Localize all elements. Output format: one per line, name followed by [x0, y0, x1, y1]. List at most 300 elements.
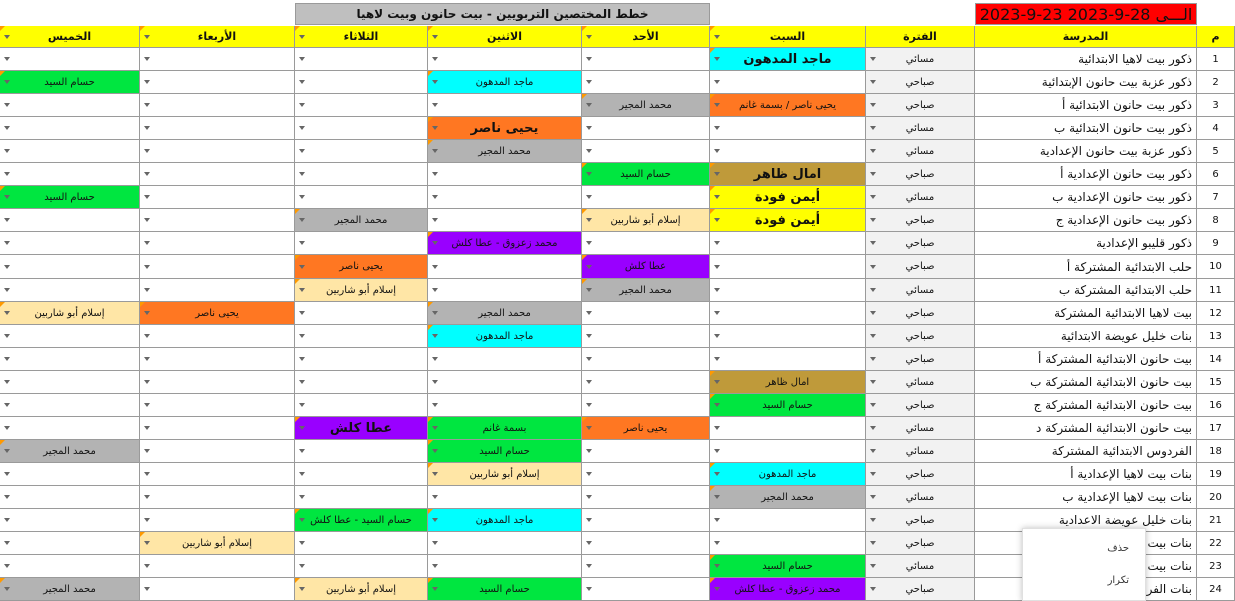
dropdown-arrow-icon[interactable] — [144, 587, 150, 591]
dropdown-arrow-icon[interactable] — [144, 57, 150, 61]
assignment-cell[interactable] — [140, 532, 295, 555]
assignment-cell[interactable] — [140, 417, 295, 440]
dropdown-arrow-icon[interactable] — [586, 449, 592, 453]
dropdown-arrow-icon[interactable] — [432, 357, 438, 361]
dropdown-arrow-icon[interactable] — [299, 288, 305, 292]
assignment-cell[interactable] — [0, 417, 140, 440]
assignment-cell[interactable] — [710, 509, 866, 532]
dropdown-arrow-icon[interactable] — [4, 564, 10, 568]
dropdown-arrow-icon[interactable] — [586, 149, 592, 153]
dropdown-arrow-icon[interactable] — [144, 541, 150, 545]
dropdown-arrow-icon[interactable] — [586, 57, 592, 61]
assignment-cell[interactable] — [295, 209, 428, 232]
period-cell[interactable] — [866, 255, 975, 279]
dropdown-arrow-icon[interactable] — [299, 80, 305, 84]
assignment-cell[interactable] — [582, 555, 710, 578]
assignment-cell[interactable] — [295, 117, 428, 140]
dropdown-arrow-icon[interactable] — [4, 218, 10, 222]
dropdown-arrow-icon[interactable] — [586, 35, 592, 39]
dropdown-arrow-icon[interactable] — [144, 195, 150, 199]
dropdown-arrow-icon[interactable] — [4, 288, 10, 292]
assignment-cell[interactable] — [428, 48, 582, 71]
dropdown-arrow-icon[interactable] — [870, 587, 876, 591]
dropdown-arrow-icon[interactable] — [299, 35, 305, 39]
dropdown-arrow-icon[interactable] — [432, 57, 438, 61]
assignment-cell[interactable] — [428, 371, 582, 394]
dropdown-arrow-icon[interactable] — [714, 403, 720, 407]
assignment-cell[interactable] — [710, 279, 866, 302]
assignment-cell[interactable] — [0, 578, 140, 601]
period-cell[interactable] — [866, 348, 975, 371]
assignment-cell[interactable] — [428, 348, 582, 371]
dropdown-arrow-icon[interactable] — [870, 172, 876, 176]
dropdown-arrow-icon[interactable] — [4, 57, 10, 61]
dropdown-arrow-icon[interactable] — [4, 195, 10, 199]
dropdown-arrow-icon[interactable] — [870, 449, 876, 453]
dropdown-arrow-icon[interactable] — [299, 103, 305, 107]
assignment-cell[interactable] — [582, 417, 710, 440]
dropdown-arrow-icon[interactable] — [4, 172, 10, 176]
dropdown-arrow-icon[interactable] — [714, 357, 720, 361]
assignment-cell[interactable] — [710, 209, 866, 232]
dropdown-arrow-icon[interactable] — [870, 265, 876, 269]
assignment-cell[interactable] — [295, 509, 428, 532]
assignment-cell[interactable] — [428, 255, 582, 279]
period-cell[interactable] — [866, 48, 975, 71]
dropdown-arrow-icon[interactable] — [714, 518, 720, 522]
dropdown-arrow-icon[interactable] — [432, 195, 438, 199]
period-cell[interactable] — [866, 555, 975, 578]
assignment-cell[interactable] — [582, 440, 710, 463]
dropdown-arrow-icon[interactable] — [586, 541, 592, 545]
assignment-cell[interactable] — [140, 117, 295, 140]
dropdown-arrow-icon[interactable] — [586, 218, 592, 222]
assignment-cell[interactable] — [582, 209, 710, 232]
assignment-cell[interactable] — [428, 71, 582, 94]
assignment-cell[interactable] — [582, 232, 710, 255]
assignment-cell[interactable] — [428, 94, 582, 117]
assignment-cell[interactable] — [295, 232, 428, 255]
assignment-cell[interactable] — [582, 255, 710, 279]
dropdown-arrow-icon[interactable] — [299, 357, 305, 361]
context-menu-duplicate[interactable]: تكرار — [1107, 575, 1129, 586]
assignment-cell[interactable] — [295, 371, 428, 394]
period-cell[interactable] — [866, 117, 975, 140]
assignment-cell[interactable] — [0, 440, 140, 463]
dropdown-arrow-icon[interactable] — [299, 518, 305, 522]
period-cell[interactable] — [866, 186, 975, 209]
dropdown-arrow-icon[interactable] — [870, 472, 876, 476]
dropdown-arrow-icon[interactable] — [432, 518, 438, 522]
assignment-cell[interactable] — [428, 394, 582, 417]
context-menu-delete[interactable]: حذف — [1107, 543, 1129, 554]
header-day[interactable] — [140, 26, 295, 48]
dropdown-arrow-icon[interactable] — [870, 149, 876, 153]
assignment-cell[interactable] — [428, 302, 582, 325]
assignment-cell[interactable] — [582, 279, 710, 302]
assignment-cell[interactable] — [140, 186, 295, 209]
dropdown-arrow-icon[interactable] — [4, 495, 10, 499]
dropdown-arrow-icon[interactable] — [432, 172, 438, 176]
assignment-cell[interactable] — [710, 417, 866, 440]
assignment-cell[interactable] — [0, 232, 140, 255]
assignment-cell[interactable] — [710, 186, 866, 209]
dropdown-arrow-icon[interactable] — [299, 426, 305, 430]
assignment-cell[interactable] — [582, 325, 710, 348]
dropdown-arrow-icon[interactable] — [870, 80, 876, 84]
assignment-cell[interactable] — [428, 232, 582, 255]
dropdown-arrow-icon[interactable] — [4, 587, 10, 591]
assignment-cell[interactable] — [710, 532, 866, 555]
assignment-cell[interactable] — [710, 463, 866, 486]
dropdown-arrow-icon[interactable] — [432, 103, 438, 107]
assignment-cell[interactable] — [295, 94, 428, 117]
dropdown-arrow-icon[interactable] — [586, 195, 592, 199]
assignment-cell[interactable] — [0, 555, 140, 578]
dropdown-arrow-icon[interactable] — [870, 218, 876, 222]
assignment-cell[interactable] — [710, 440, 866, 463]
dropdown-arrow-icon[interactable] — [144, 403, 150, 407]
dropdown-arrow-icon[interactable] — [714, 35, 720, 39]
dropdown-arrow-icon[interactable] — [4, 80, 10, 84]
dropdown-arrow-icon[interactable] — [144, 80, 150, 84]
assignment-cell[interactable] — [0, 209, 140, 232]
period-cell[interactable] — [866, 140, 975, 163]
dropdown-arrow-icon[interactable] — [144, 311, 150, 315]
dropdown-arrow-icon[interactable] — [432, 472, 438, 476]
dropdown-arrow-icon[interactable] — [432, 311, 438, 315]
dropdown-arrow-icon[interactable] — [432, 80, 438, 84]
dropdown-arrow-icon[interactable] — [432, 426, 438, 430]
assignment-cell[interactable] — [140, 209, 295, 232]
assignment-cell[interactable] — [428, 117, 582, 140]
assignment-cell[interactable] — [582, 302, 710, 325]
dropdown-arrow-icon[interactable] — [144, 265, 150, 269]
assignment-cell[interactable] — [295, 394, 428, 417]
dropdown-arrow-icon[interactable] — [144, 103, 150, 107]
assignment-cell[interactable] — [428, 555, 582, 578]
dropdown-arrow-icon[interactable] — [432, 149, 438, 153]
dropdown-arrow-icon[interactable] — [586, 564, 592, 568]
dropdown-arrow-icon[interactable] — [586, 288, 592, 292]
dropdown-arrow-icon[interactable] — [714, 57, 720, 61]
dropdown-arrow-icon[interactable] — [870, 57, 876, 61]
period-cell[interactable] — [866, 94, 975, 117]
period-cell[interactable] — [866, 163, 975, 186]
dropdown-arrow-icon[interactable] — [432, 265, 438, 269]
assignment-cell[interactable] — [582, 140, 710, 163]
header-day[interactable] — [582, 26, 710, 48]
dropdown-arrow-icon[interactable] — [586, 334, 592, 338]
dropdown-arrow-icon[interactable] — [299, 218, 305, 222]
assignment-cell[interactable] — [582, 94, 710, 117]
assignment-cell[interactable] — [295, 578, 428, 601]
dropdown-arrow-icon[interactable] — [144, 472, 150, 476]
dropdown-arrow-icon[interactable] — [144, 288, 150, 292]
dropdown-arrow-icon[interactable] — [432, 403, 438, 407]
dropdown-arrow-icon[interactable] — [144, 426, 150, 430]
period-cell[interactable] — [866, 440, 975, 463]
assignment-cell[interactable] — [582, 71, 710, 94]
assignment-cell[interactable] — [582, 463, 710, 486]
assignment-cell[interactable] — [295, 532, 428, 555]
dropdown-arrow-icon[interactable] — [870, 403, 876, 407]
dropdown-arrow-icon[interactable] — [586, 495, 592, 499]
assignment-cell[interactable] — [428, 163, 582, 186]
period-cell[interactable] — [866, 209, 975, 232]
dropdown-arrow-icon[interactable] — [299, 126, 305, 130]
assignment-cell[interactable] — [0, 279, 140, 302]
assignment-cell[interactable] — [140, 325, 295, 348]
dropdown-arrow-icon[interactable] — [870, 195, 876, 199]
assignment-cell[interactable] — [295, 48, 428, 71]
assignment-cell[interactable] — [0, 371, 140, 394]
dropdown-arrow-icon[interactable] — [586, 472, 592, 476]
dropdown-arrow-icon[interactable] — [4, 241, 10, 245]
assignment-cell[interactable] — [0, 325, 140, 348]
dropdown-arrow-icon[interactable] — [4, 449, 10, 453]
assignment-cell[interactable] — [295, 279, 428, 302]
period-cell[interactable] — [866, 532, 975, 555]
assignment-cell[interactable] — [295, 348, 428, 371]
assignment-cell[interactable] — [140, 463, 295, 486]
header-day[interactable] — [295, 26, 428, 48]
assignment-cell[interactable] — [428, 463, 582, 486]
assignment-cell[interactable] — [428, 440, 582, 463]
dropdown-arrow-icon[interactable] — [586, 172, 592, 176]
assignment-cell[interactable] — [0, 140, 140, 163]
dropdown-arrow-icon[interactable] — [870, 334, 876, 338]
assignment-cell[interactable] — [0, 302, 140, 325]
dropdown-arrow-icon[interactable] — [144, 241, 150, 245]
dropdown-arrow-icon[interactable] — [714, 265, 720, 269]
dropdown-arrow-icon[interactable] — [870, 518, 876, 522]
assignment-cell[interactable] — [295, 486, 428, 509]
assignment-cell[interactable] — [140, 48, 295, 71]
period-cell[interactable] — [866, 232, 975, 255]
assignment-cell[interactable] — [710, 486, 866, 509]
dropdown-arrow-icon[interactable] — [870, 357, 876, 361]
dropdown-arrow-icon[interactable] — [714, 311, 720, 315]
assignment-cell[interactable] — [0, 163, 140, 186]
dropdown-arrow-icon[interactable] — [299, 149, 305, 153]
dropdown-arrow-icon[interactable] — [432, 218, 438, 222]
dropdown-arrow-icon[interactable] — [299, 472, 305, 476]
assignment-cell[interactable] — [295, 325, 428, 348]
assignment-cell[interactable] — [0, 486, 140, 509]
dropdown-arrow-icon[interactable] — [870, 103, 876, 107]
dropdown-arrow-icon[interactable] — [714, 218, 720, 222]
assignment-cell[interactable] — [582, 117, 710, 140]
assignment-cell[interactable] — [295, 463, 428, 486]
dropdown-arrow-icon[interactable] — [870, 426, 876, 430]
period-cell[interactable] — [866, 302, 975, 325]
dropdown-arrow-icon[interactable] — [299, 403, 305, 407]
assignment-cell[interactable] — [428, 509, 582, 532]
dropdown-arrow-icon[interactable] — [870, 241, 876, 245]
assignment-cell[interactable] — [0, 71, 140, 94]
assignment-cell[interactable] — [428, 209, 582, 232]
dropdown-arrow-icon[interactable] — [144, 126, 150, 130]
dropdown-arrow-icon[interactable] — [870, 288, 876, 292]
period-cell[interactable] — [866, 71, 975, 94]
assignment-cell[interactable] — [710, 232, 866, 255]
assignment-cell[interactable] — [710, 255, 866, 279]
dropdown-arrow-icon[interactable] — [714, 195, 720, 199]
assignment-cell[interactable] — [140, 578, 295, 601]
dropdown-arrow-icon[interactable] — [432, 126, 438, 130]
header-day[interactable] — [0, 26, 140, 48]
dropdown-arrow-icon[interactable] — [714, 103, 720, 107]
dropdown-arrow-icon[interactable] — [299, 449, 305, 453]
assignment-cell[interactable] — [0, 348, 140, 371]
assignment-cell[interactable] — [582, 394, 710, 417]
dropdown-arrow-icon[interactable] — [714, 380, 720, 384]
dropdown-arrow-icon[interactable] — [299, 195, 305, 199]
assignment-cell[interactable] — [0, 48, 140, 71]
dropdown-arrow-icon[interactable] — [714, 495, 720, 499]
dropdown-arrow-icon[interactable] — [4, 472, 10, 476]
dropdown-arrow-icon[interactable] — [714, 426, 720, 430]
dropdown-arrow-icon[interactable] — [714, 541, 720, 545]
dropdown-arrow-icon[interactable] — [4, 334, 10, 338]
dropdown-arrow-icon[interactable] — [144, 218, 150, 222]
assignment-cell[interactable] — [0, 186, 140, 209]
dropdown-arrow-icon[interactable] — [586, 311, 592, 315]
assignment-cell[interactable] — [582, 371, 710, 394]
dropdown-arrow-icon[interactable] — [4, 426, 10, 430]
dropdown-arrow-icon[interactable] — [4, 403, 10, 407]
dropdown-arrow-icon[interactable] — [4, 518, 10, 522]
dropdown-arrow-icon[interactable] — [4, 311, 10, 315]
assignment-cell[interactable] — [582, 578, 710, 601]
dropdown-arrow-icon[interactable] — [144, 334, 150, 338]
dropdown-arrow-icon[interactable] — [586, 265, 592, 269]
dropdown-arrow-icon[interactable] — [432, 334, 438, 338]
dropdown-arrow-icon[interactable] — [586, 518, 592, 522]
assignment-cell[interactable] — [710, 163, 866, 186]
dropdown-arrow-icon[interactable] — [299, 564, 305, 568]
assignment-cell[interactable] — [140, 163, 295, 186]
assignment-cell[interactable] — [428, 578, 582, 601]
dropdown-arrow-icon[interactable] — [432, 288, 438, 292]
assignment-cell[interactable] — [0, 532, 140, 555]
assignment-cell[interactable] — [428, 417, 582, 440]
period-cell[interactable] — [866, 279, 975, 302]
dropdown-arrow-icon[interactable] — [870, 380, 876, 384]
period-cell[interactable] — [866, 578, 975, 601]
assignment-cell[interactable] — [0, 394, 140, 417]
dropdown-arrow-icon[interactable] — [144, 149, 150, 153]
dropdown-arrow-icon[interactable] — [299, 241, 305, 245]
assignment-cell[interactable] — [140, 232, 295, 255]
dropdown-arrow-icon[interactable] — [870, 564, 876, 568]
dropdown-arrow-icon[interactable] — [870, 311, 876, 315]
dropdown-arrow-icon[interactable] — [299, 265, 305, 269]
dropdown-arrow-icon[interactable] — [714, 172, 720, 176]
dropdown-arrow-icon[interactable] — [4, 149, 10, 153]
dropdown-arrow-icon[interactable] — [299, 311, 305, 315]
assignment-cell[interactable] — [140, 71, 295, 94]
dropdown-arrow-icon[interactable] — [714, 449, 720, 453]
dropdown-arrow-icon[interactable] — [4, 35, 10, 39]
assignment-cell[interactable] — [140, 394, 295, 417]
assignment-cell[interactable] — [0, 94, 140, 117]
assignment-cell[interactable] — [140, 371, 295, 394]
dropdown-arrow-icon[interactable] — [144, 495, 150, 499]
assignment-cell[interactable] — [710, 325, 866, 348]
assignment-cell[interactable] — [582, 509, 710, 532]
dropdown-arrow-icon[interactable] — [714, 334, 720, 338]
dropdown-arrow-icon[interactable] — [714, 472, 720, 476]
assignment-cell[interactable] — [710, 394, 866, 417]
dropdown-arrow-icon[interactable] — [586, 80, 592, 84]
assignment-cell[interactable] — [140, 486, 295, 509]
dropdown-arrow-icon[interactable] — [432, 35, 438, 39]
assignment-cell[interactable] — [428, 532, 582, 555]
assignment-cell[interactable] — [582, 48, 710, 71]
period-cell[interactable] — [866, 509, 975, 532]
dropdown-arrow-icon[interactable] — [714, 587, 720, 591]
assignment-cell[interactable] — [140, 255, 295, 279]
assignment-cell[interactable] — [0, 117, 140, 140]
dropdown-arrow-icon[interactable] — [299, 587, 305, 591]
period-cell[interactable] — [866, 325, 975, 348]
assignment-cell[interactable] — [582, 532, 710, 555]
dropdown-arrow-icon[interactable] — [4, 541, 10, 545]
assignment-cell[interactable] — [0, 509, 140, 532]
dropdown-arrow-icon[interactable] — [432, 380, 438, 384]
period-cell[interactable] — [866, 463, 975, 486]
assignment-cell[interactable] — [710, 371, 866, 394]
dropdown-arrow-icon[interactable] — [144, 357, 150, 361]
header-day[interactable] — [428, 26, 582, 48]
dropdown-arrow-icon[interactable] — [4, 103, 10, 107]
dropdown-arrow-icon[interactable] — [870, 495, 876, 499]
dropdown-arrow-icon[interactable] — [4, 357, 10, 361]
dropdown-arrow-icon[interactable] — [586, 241, 592, 245]
assignment-cell[interactable] — [295, 302, 428, 325]
assignment-cell[interactable] — [140, 94, 295, 117]
assignment-cell[interactable] — [140, 279, 295, 302]
assignment-cell[interactable] — [140, 348, 295, 371]
assignment-cell[interactable] — [428, 279, 582, 302]
dropdown-arrow-icon[interactable] — [714, 126, 720, 130]
assignment-cell[interactable] — [710, 71, 866, 94]
dropdown-arrow-icon[interactable] — [586, 403, 592, 407]
dropdown-arrow-icon[interactable] — [714, 241, 720, 245]
assignment-cell[interactable] — [582, 186, 710, 209]
assignment-cell[interactable] — [0, 255, 140, 279]
dropdown-arrow-icon[interactable] — [432, 587, 438, 591]
assignment-cell[interactable] — [140, 140, 295, 163]
period-cell[interactable] — [866, 394, 975, 417]
dropdown-arrow-icon[interactable] — [299, 541, 305, 545]
assignment-cell[interactable] — [295, 255, 428, 279]
dropdown-arrow-icon[interactable] — [714, 564, 720, 568]
assignment-cell[interactable] — [710, 302, 866, 325]
dropdown-arrow-icon[interactable] — [586, 103, 592, 107]
dropdown-arrow-icon[interactable] — [714, 80, 720, 84]
period-cell[interactable] — [866, 486, 975, 509]
assignment-cell[interactable] — [710, 140, 866, 163]
dropdown-arrow-icon[interactable] — [144, 449, 150, 453]
dropdown-arrow-icon[interactable] — [144, 380, 150, 384]
assignment-cell[interactable] — [295, 186, 428, 209]
dropdown-arrow-icon[interactable] — [299, 380, 305, 384]
assignment-cell[interactable] — [295, 163, 428, 186]
assignment-cell[interactable] — [428, 486, 582, 509]
